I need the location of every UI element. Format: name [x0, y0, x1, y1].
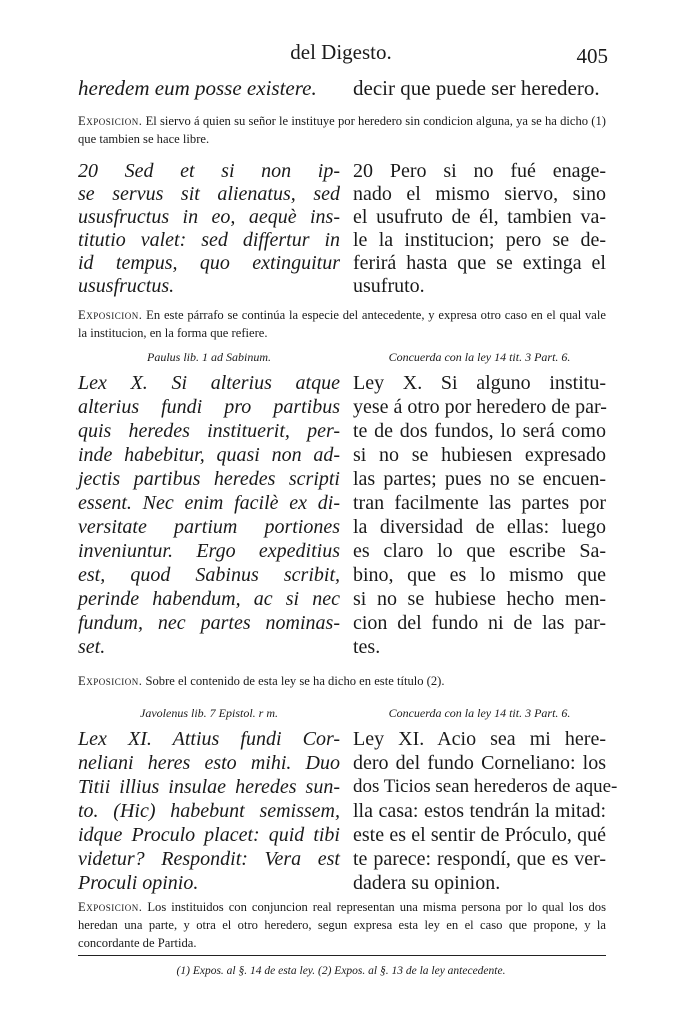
spanish-line: cion del fundo ni de las par- [353, 612, 606, 634]
latin-line: id tempus, quo extinguitur [78, 252, 340, 274]
spanish-line: nado el mismo siervo, sino [353, 183, 606, 205]
latin-line: quis heredes instituerit, per- [78, 420, 340, 442]
spanish-line: la diversidad de ellas: luego [353, 516, 606, 538]
latin-line: inveniuntur. Ergo expeditius [78, 540, 340, 562]
latin-line: versitate partium portiones [78, 516, 340, 538]
source-citation: Javolenus lib. 7 Epistol. r m. [140, 706, 278, 720]
latin-line: perinde habendum, ac si nec [78, 588, 340, 610]
latin-line: fundum, nec partes nominas- [78, 612, 340, 634]
latin-line: to. (Hic) habebunt semissem, [78, 800, 340, 822]
exposicion-text: Sobre el contenido de esta ley se ha dicho en este título (2). [142, 674, 445, 688]
spanish-line: este es el sentir de Próculo, qué [353, 824, 606, 846]
spanish-line: tran facilmente las partes por [353, 492, 606, 514]
spanish-line: dero del fundo Corneliano: los [353, 752, 606, 774]
concordance-citation: Concuerda con la ley 14 tit. 3 Part. 6. [388, 706, 571, 720]
latin-line: idque Proculo placet: quid tibi [78, 824, 340, 846]
spanish-line: usufruto. [353, 275, 425, 297]
spanish-line: te de dos fundos, lo será como [353, 420, 606, 442]
latin-line: inde habebitur, quasi non ad- [78, 444, 340, 466]
spanish-line: yese á otro por heredero de par- [353, 396, 607, 418]
exposicion-label: Exposicion. [78, 308, 143, 322]
latin-line: alterius fundi pro partibus [78, 396, 340, 418]
spanish-line: dadera su opinion. [353, 872, 501, 894]
exposicion-paragraph [78, 898, 606, 952]
concordance-citation: Concuerda con la ley 14 tit. 3 Part. 6. [388, 350, 571, 364]
latin-line: est, quod Sabinus scribit, [78, 564, 340, 586]
latin-line: heredem eum posse existere. [78, 76, 317, 100]
spanish-line: tes. [353, 636, 381, 658]
spanish-line: decir que puede ser heredero. [353, 76, 600, 100]
latin-line: Titii illius insulae heredes sun- [78, 776, 340, 798]
spanish-line: las partes; pues no se encuen- [353, 468, 606, 490]
page-number: 405 [576, 44, 608, 68]
latin-line: jectis partibus heredes scripti [78, 468, 340, 490]
latin-line: videtur? Respondit: Vera est [78, 848, 340, 870]
exposicion-text: Los instituidos con conjuncion real representan una misma persona por lo qual los dos heredan una parte, y otra el otro heredero, segun expresa esta ley en el caso que propone, y la concordante de Partida. [78, 900, 606, 950]
footnote-rule [78, 955, 606, 956]
latin-line: ususfructus. [78, 275, 175, 297]
footnote-text: (1) Expos. al §. 14 de esta ley. (2) Expos. al §. 13 de la ley antecedente. [176, 965, 506, 977]
spanish-line: le la institucion; pero se de- [353, 229, 606, 251]
spanish-line: si no se hubiesen expresado [353, 444, 606, 466]
spanish-line: te parece: respondí, que es ver- [353, 848, 606, 870]
spanish-line: bino, que es lo mismo que [353, 564, 606, 586]
spanish-line: lla casa: estos tendrán la mitad: [353, 800, 606, 822]
running-title: del Digesto. [290, 40, 392, 64]
latin-line: 20 Sed et si non ip- [78, 160, 340, 182]
exposicion-paragraph [78, 672, 606, 690]
latin-line: Lex X. Si alterius atque [78, 372, 340, 394]
latin-line: set. [78, 636, 106, 658]
latin-line: Proculi opinio. [78, 872, 199, 894]
exposicion-paragraph [78, 306, 606, 342]
latin-line: Lex XI. Attius fundi Cor- [78, 728, 340, 750]
latin-line: se servus sit alienatus, sed [78, 183, 340, 205]
spanish-line: el usufruto de él, tambien va- [353, 206, 606, 228]
latin-line: titutio valet: sed differtur in [78, 229, 340, 251]
exposicion-label: Exposicion. [78, 900, 143, 914]
spanish-line: ferirá hasta que se extinga el [353, 252, 606, 274]
spanish-line: es claro lo que escribe Sa- [353, 540, 606, 562]
latin-line: essent. Nec enim facilè ex di- [78, 492, 340, 514]
exposicion-text: En este párrafo se continúa la especie del antecedente, y expresa otro caso en el qual vale la institucion, en la forma que refiere. [78, 308, 606, 340]
spanish-line: si no se hubiese hecho men- [353, 588, 606, 610]
latin-line: neliani heres esto mihi. Duo [78, 752, 340, 774]
exposicion-paragraph [78, 112, 606, 148]
latin-line: ususfructus in eo, aequè ins- [78, 206, 340, 228]
spanish-line: Ley X. Si alguno institu- [353, 372, 606, 394]
spanish-line: dos Ticios sean herederos de aque- [353, 776, 618, 797]
source-citation: Paulus lib. 1 ad Sabinum. [146, 350, 271, 364]
exposicion-text: El siervo á quien su señor le instituye por heredero sin condicion alguna, ya se ha dicho (1) que tambien se hace libre. [78, 114, 606, 146]
spanish-line: 20 Pero si no fué enage- [353, 160, 606, 182]
exposicion-label: Exposicion. [78, 674, 143, 688]
spanish-line: Ley XI. Acio sea mi here- [353, 728, 606, 750]
exposicion-label: Exposicion. [78, 114, 143, 128]
footnotes [0, 965, 682, 977]
